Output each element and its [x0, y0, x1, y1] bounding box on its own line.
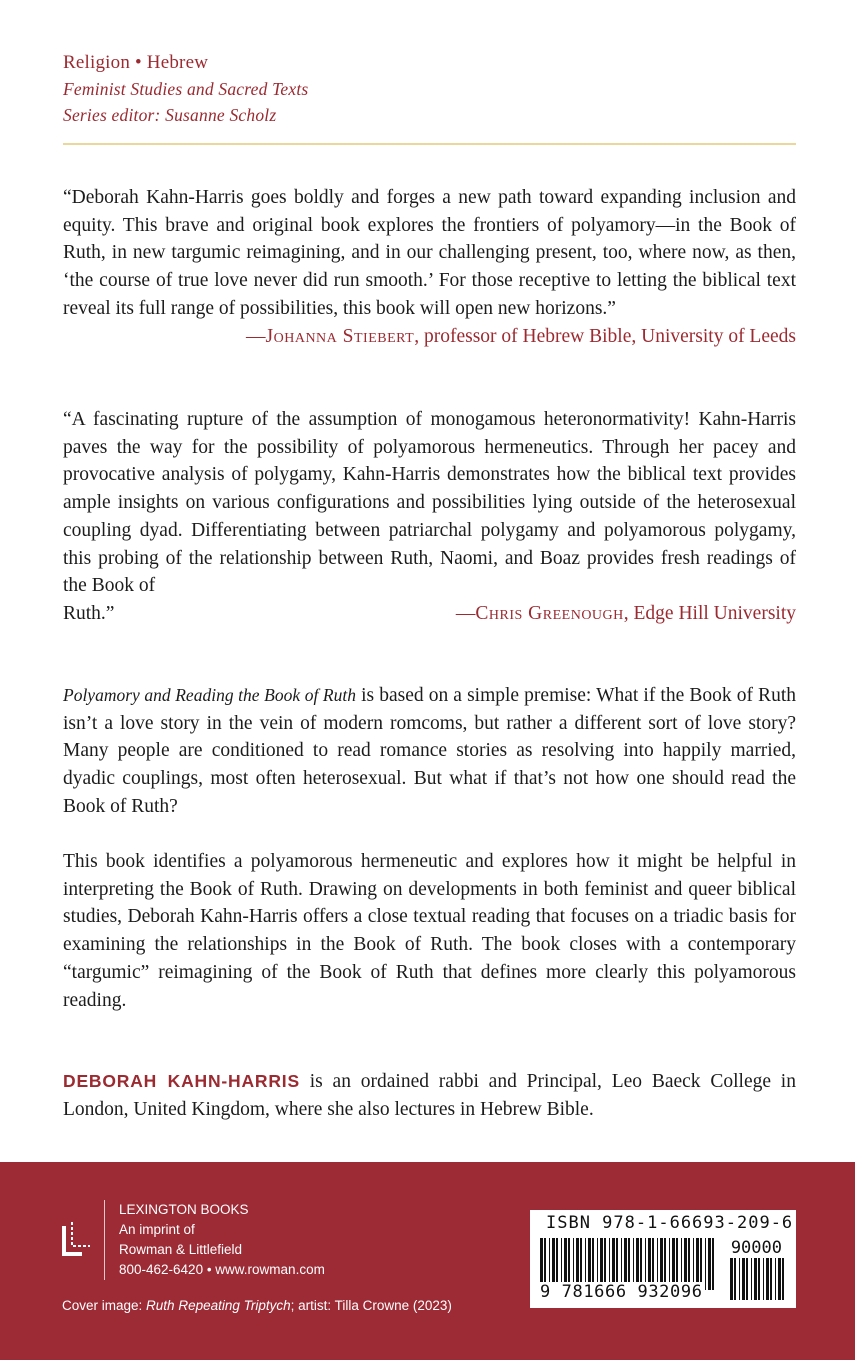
lexington-logo-icon: [60, 1216, 94, 1260]
endorsement-2-affiliation: , Edge Hill University: [623, 602, 796, 624]
cover-artwork-title: Ruth Repeating Triptych: [146, 1298, 291, 1313]
barcode-bars-addon: [730, 1258, 786, 1300]
barcode-digits: 9 781666 932096: [540, 1282, 703, 1302]
publisher-contact: 800-462-6420 • www.rowman.com: [119, 1262, 325, 1277]
endorsement-2-attribution: —Chris Greenough, Edge Hill University: [455, 602, 796, 624]
publisher-name: LEXINGTON BOOKS: [119, 1202, 249, 1217]
endorsement-2-author: Chris Greenough: [475, 602, 624, 624]
endorsement-1-text: “Deborah Kahn-Harris goes boldly and forges a new path toward expanding inclusion and equity. This brave and original book explores the frontiers of polyamory—in the Book of Ruth, in new targumic reimagining, and in our challenging present, too, where now, as then, ‘the course of true love never did run smooth.’ For those receptive to letting the biblical text reveal its full range of possibilities, this book will open new horizons.”: [63, 187, 796, 319]
endorsement-2: [63, 406, 796, 628]
series-title: Feminist Studies and Sacred Texts: [63, 79, 309, 99]
isbn-number: ISBN 978-1-66693-209-6: [546, 1213, 794, 1233]
author-bio: DEBORAH KAHN-HARRIS is an ordained rabbi and Principal, Leo Baeck College in London, United Kingdom, where she also lectures in Hebrew Bible.: [63, 1071, 796, 1120]
barcode-addon-number: 90000: [730, 1238, 782, 1258]
category-label: Religion • Hebrew: [63, 52, 209, 73]
endorsement-2-last-word: Ruth.”: [63, 602, 115, 624]
endorsement-1: [63, 184, 796, 350]
endorsement-2-text: “A fascinating rupture of the assumption of monogamous heteronormativity! Kahn-Harris paves the way for the possibility of polyamorous hermeneutics. Through her pacey and provocative analysis of polygamy, Kahn-Harris demonstrates how the biblical text provides ample insights on various configurations and possibilities lying outside of the heterosexual coupling dyad. Differentiating between patriarchal polygamy and polyamorous polygamy, this probing of the relationship between Ruth, Naomi, and Boaz provides fresh readings of the Book of: [63, 409, 796, 597]
isbn-barcode: [530, 1210, 796, 1308]
publisher-imprint: An imprint of: [119, 1222, 195, 1237]
description-paragraph-1: Polyamory and Reading the Book of Ruth is based on a simple premise: What if the Book of Ruth isn’t a love story in the vein of modern romcoms, but rather a different sort of love story? Many people are conditioned to read romance stories as resolving into happily married, dyadic couplings, most often heterosexual. But what if that’s not how one should read the Book of Ruth?: [63, 685, 796, 817]
author-name: DEBORAH KAHN-HARRIS: [63, 1071, 300, 1091]
endorsement-1-affiliation: , professor of Hebrew Bible, University of Leeds: [414, 325, 796, 347]
description-paragraph-2: This book identifies a polyamorous hermeneutic and explores how it might be helpful in interpreting the Book of Ruth. Drawing on developments in both feminist and queer biblical studies, Deborah Kahn-Harris offers a close textual reading that focuses on a triadic basis for examining the relationships in the Book of Ruth. The book closes with a contemporary “targumic” reimagining of the Book of Ruth that defines more clearly this polyamorous reading.: [63, 851, 796, 1011]
publisher-parent: Rowman & Littlefield: [119, 1242, 243, 1257]
endorsement-1-attribution: —Johanna Stiebert, professor of Hebrew Bible, University of Leeds: [246, 325, 796, 347]
header-divider: [63, 143, 796, 145]
series-editor: Series editor: Susanne Scholz: [63, 105, 277, 125]
book-title: Polyamory and Reading the Book of Ruth: [63, 685, 356, 705]
category-header: [63, 50, 803, 128]
footer-divider: [104, 1200, 105, 1280]
publisher-info: [119, 1200, 325, 1280]
cover-credit: Cover image: Ruth Repeating Triptych; artist: Tilla Crowne (2023): [62, 1298, 452, 1313]
endorsement-1-author: Johanna Stiebert: [265, 325, 415, 347]
